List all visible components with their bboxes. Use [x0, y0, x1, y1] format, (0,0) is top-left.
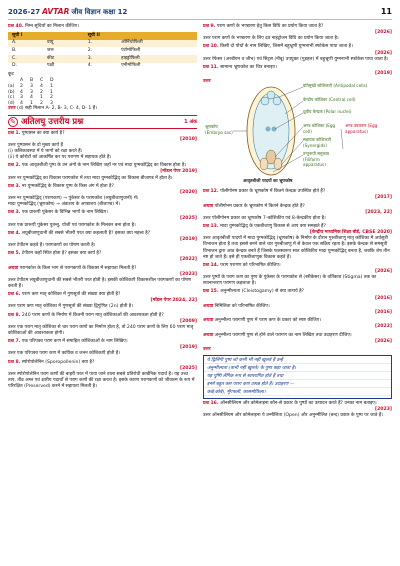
match-cell: हाइड्रोफिली	[117, 55, 197, 63]
year-tag: [2019]	[180, 345, 197, 351]
answer-line: उत्तर एक प्रारूपी पुंकेसर पुतन्तु, योजी एवं परागकोश के मिलकर बना होता है।	[8, 222, 136, 228]
year-tag: [2020]	[180, 189, 197, 195]
match-cell: एंटोमोफिली	[117, 47, 197, 55]
year-tag: [2009]	[180, 318, 197, 324]
question-item	[8, 292, 197, 310]
option-cell: 2	[50, 95, 53, 101]
year-tag: [2023]	[180, 271, 197, 277]
match-table	[8, 32, 197, 70]
question-item	[8, 360, 197, 390]
list-2-header: सूची II	[84, 32, 197, 39]
question-item	[203, 24, 392, 42]
option-cell: (a)	[8, 84, 15, 89]
question-text: पॉलीगोनम प्रकार के भ्रूणकोष में कितने केन्द्रक होते हैं?	[214, 203, 305, 209]
question-item	[8, 266, 197, 290]
question-text: पराग परागण को परिभाषित कीजिए।	[220, 262, 281, 268]
question-number: प्रश्न 13.	[203, 224, 219, 230]
figure-caption: आवृतबीजी पादपों का भ्रूणकोष	[243, 179, 293, 185]
question-number: प्रश्न 14.	[203, 262, 219, 268]
option-head: C	[40, 78, 44, 84]
handwritten-answer-label: उत्तर	[203, 346, 211, 352]
answer-line: मादा युग्मकोद्भिद् (भ्रूणकोष) → अंडाशय के अण्डाशय (बीजाण्ड) में।	[8, 202, 121, 208]
question-text: अनुन्मील्यता (Cleistogamy) से क्या तात्पर्य है?	[220, 289, 304, 295]
handwritten-line: अनुन्मील्यता (कभी नहीं खुलते) के पुष्प कहा जाता है।	[207, 366, 296, 372]
label-antipodal: प्रतिमुखी कोशिकाएँ (Antipodal cells)	[303, 83, 368, 89]
question-text: अनुन्मील्य परागणी पुष्प से होने वाले परागण का नाम लिखिए तथा उदाहरण दीजिए।	[214, 332, 352, 338]
question-text: मादा युग्मकोद्भिद् के एकबीजाणु विकास से आप क्या समझते हैं?	[220, 224, 326, 230]
answer-line: उत्तर पॉलीगोनम प्रकार का भ्रूणकोष 7-कोशिकीय एवं 8-केन्द्रकीय होता है।	[203, 215, 326, 221]
right-question-list-b	[203, 189, 392, 344]
answer-line: उत्तर टेपीटम लघुबीजाणुधानी की सबसे भीतरी परत होती है। इसकी कोशिकाएँ विकासशील परागकणों का पोषण करती हैं।	[8, 277, 192, 289]
question-number: प्रश्न 8.	[8, 312, 21, 318]
year-tag: [2026]	[375, 30, 392, 36]
year-tag: [2022]	[375, 324, 392, 330]
match-cell: जल	[43, 47, 84, 55]
handwritten-answer	[203, 355, 392, 399]
answer-line: (i) कलिकावस्था में ये भागों को रक्षा करते हैं।	[8, 148, 83, 154]
page-number: 11	[380, 7, 392, 17]
question-text: एक आवृतबीजी पुष्प के उन अंगों के नाम लिखिए जहाँ नर एवं मादा युग्मकोद्भिद् का विकास होता है।	[21, 163, 187, 169]
question-number: अथवा	[8, 265, 19, 271]
answer-line: उत्तर नर युग्मकोद्भिद् (परागकण) → पुंकेसर के परागकोश (लघुबीजाणुधानी) में।	[8, 195, 139, 201]
question-number: प्रश्न 15.	[203, 289, 219, 295]
year-tag: [2016]	[375, 309, 392, 315]
option-cell: 4	[20, 89, 23, 95]
option-cell: 1	[50, 89, 53, 95]
embryo-sac-figure: उत्तर प्रतिमुखी कोशिकाएँ (Antipodal cells) केन्द्रीय कोशिका (Central cell) ध्रुवीय केन्द्रक (Polar nuclei) अण्ड कोशिका (Egg cell) सहायक कोशिकाएँ (Synergids) तन्तुरूपी समुच्चय (Filiform apparatus) भ्रूणकोष (Embryo sac) अण्ड उपकरण (Egg apparatus) आवृतबीजी पादपों का भ्रूणकोष	[203, 79, 392, 189]
question-number: प्रश्न 4.	[8, 230, 21, 236]
answer-line: उत्तर नर युग्मकोद्भिद् का विकास परागकोश में तथा मादा युग्मकोद्भिद् का विकास बीजाण्ड में होता है।	[8, 175, 173, 181]
options-grid	[8, 78, 197, 106]
question-number: प्रश्न 3.	[8, 183, 21, 189]
answer-line: उत्तर एक परिपक्व पराग कण में कायिक व जनन कोशिकाएँ होती हैं।	[8, 351, 120, 357]
label-central-cell: केन्द्रीय कोशिका (Central cell)	[303, 97, 356, 103]
right-column	[203, 24, 392, 422]
match-cell: पक्षी	[43, 63, 84, 71]
question-item	[203, 304, 392, 316]
question-item	[203, 333, 392, 345]
question-item	[8, 251, 197, 263]
question-number: प्रश्न 11.	[203, 64, 219, 70]
year-tag: [2023]	[375, 407, 392, 413]
question-text: किसी दो पौधों के नाम लिखिए, जिसमें बहुभ्रूणी युग्मनाभी स्फोकेस पाया जाता है।	[220, 44, 353, 50]
question-text: पराग कण मातृ कोशिका में गुणसूत्रों की संख्या क्या होती है?	[21, 292, 121, 298]
label-embryo-sac: भ्रूणकोष (Embryo sac)	[205, 124, 233, 135]
question-text: पराग कणों के भण्डारण हेतु किस विधि का प्रयोग किया जाता है?	[216, 24, 324, 29]
answer-40: उत्तर (d) सही मिलान A- 2, B- 3, C- 4, D- 1 हैं।	[8, 106, 97, 112]
question-text: टेपीटम कहाँ स्थित होता है? इसका क्या कार्य है?	[21, 251, 102, 257]
question-item	[203, 204, 392, 222]
question-text: लघुबीजाणुधानी की सबसे भीतरी परत क्या कहलाती है? इसका क्या महत्त्व है?	[21, 230, 151, 236]
question-text: 240 पराग कणों के निर्माण में कितनी पराग मातृ कोशिकाओं की आवश्यकता होती है?	[21, 312, 164, 318]
question-text: एक परिपक्व पराग कण में समाहित कोशिकाओं के नाम लिखिए।	[21, 339, 128, 345]
question-40: प्रश्न 40. निम्न सूचियों का मिलान कीजिए।	[8, 24, 79, 29]
option-cell: 1	[50, 84, 53, 89]
answer-line: उत्तर पराग कण मातृ कोशिका में गुणसूत्रों की संख्या द्विगुणित (2n) होती है।	[8, 304, 133, 310]
match-cell: B.	[8, 47, 43, 55]
question-number: प्रश्न 5.	[8, 251, 21, 257]
question-item	[203, 289, 392, 301]
year-tag: [केन्द्रीय माध्यमिक शिक्षा बोर्ड, CBSE 2020]	[309, 230, 392, 236]
question-item	[8, 231, 197, 249]
option-cell: 2	[40, 89, 43, 95]
question-number: अथवा	[203, 303, 214, 309]
answer-line: उत्तर ऑनसीलियम और कोमेलाइना ये उन्मीलिता (Open) और अनुन्मीलित (बन्द) प्रकार के पुष्प पर जाते हैं।	[203, 413, 383, 419]
option-cell: 3	[30, 84, 33, 89]
right-question-list-a	[203, 24, 392, 77]
year-tag: [मॉडल पेपर 2019]	[160, 169, 197, 175]
question-number: अथवा	[203, 203, 214, 209]
brand-logo: AVTAR	[42, 7, 70, 17]
year-tag: [2025]	[180, 365, 197, 371]
section-heading: ✎ अतिलघु उत्तरीय प्रश्न 1 अंक	[8, 115, 197, 129]
option-cell: (c)	[8, 95, 15, 101]
handwritten-line: ये द्विलिंगी पुष्प जो कभी भी नहीं खुलते हैं उन्हें	[207, 358, 283, 364]
option-cell: (b)	[8, 89, 15, 95]
year-tag: [2017]	[375, 195, 392, 201]
year-tag: [मॉडल पेपर 2024, 22]	[150, 298, 197, 304]
question-number: प्रश्न 12.	[203, 189, 219, 195]
question-item	[203, 263, 392, 287]
question-item	[203, 65, 392, 77]
question-item	[203, 318, 392, 330]
label-polar-nuclei: ध्रुवीय केन्द्रक (Polar nuclei)	[303, 109, 352, 115]
label-synergids: सहायक कोशिकाएँ (Synergids)	[303, 137, 331, 148]
option-cell: 2	[40, 100, 43, 106]
match-row	[8, 63, 197, 71]
question-item	[8, 339, 197, 357]
match-cell: वायु	[43, 40, 84, 48]
question-text: ऑनसीलियम और कोमेलाइना कौन-से प्रकार के पुष्पों का उत्पादन करते हैं? उनका नाम बताइए।	[220, 401, 377, 407]
handwritten-line: इनमें बहुत कम पराग कण उत्पन्न होते हैं। उदाहरण —	[207, 382, 295, 388]
match-cell: 3.	[84, 55, 117, 63]
label-egg-cell: अण्ड कोशिका (Egg cell)	[303, 123, 336, 134]
question-item	[203, 189, 392, 201]
match-row	[8, 55, 197, 63]
question-number: प्रश्न 7.	[8, 339, 21, 345]
year-tag: [2022]	[180, 257, 197, 263]
header-year: 2026-27	[8, 8, 41, 17]
answer-line: उत्तर पुष्पासन के दो मुख्य कार्य हैं	[8, 142, 63, 148]
question-number: प्रश्न 6.	[8, 292, 21, 298]
left-question-list	[8, 131, 197, 391]
match-cell: 4.	[84, 63, 117, 71]
question-item	[8, 313, 197, 337]
option-cell: 3	[20, 95, 23, 101]
label-egg-apparatus: अण्ड उपकरण (Egg apparatus)	[345, 123, 378, 134]
question-number: प्रश्न 3.	[8, 210, 21, 216]
question-number: प्रश्न 10.	[203, 44, 219, 50]
option-cell: 2	[20, 84, 23, 89]
option-cell: 1	[30, 100, 33, 106]
question-item	[8, 131, 197, 161]
handwritten-line: यह पुष्पि लैंगिक रूप से स्वपरागित होते हैं तथा	[207, 374, 284, 380]
year-tag: [2026]	[375, 50, 392, 56]
question-text: निमिलिता को परिभाषित कीजिए।	[214, 303, 270, 309]
question-number: प्रश्न 1.	[8, 130, 21, 136]
match-cell: 2.	[84, 47, 117, 55]
match-cell: एनीमोफिली	[117, 63, 197, 71]
question-text: पॉलीगोनम प्रकार के भ्रूणकोष में कितने केन्द्रक उपस्थित होते हैं?	[220, 189, 326, 195]
match-cell: C.	[8, 55, 43, 63]
option-cell: 1	[40, 95, 43, 101]
answer-line: उत्तर एक पराग मातृ कोशिका से चार पराग कणों का निर्माण होता है, तो 240 पराग कणों के लिए 60 पराग मातृ कोशिकाओं की आवश्यकता होगी।	[8, 324, 194, 336]
answer-line: उत्तर पराग कणों के भण्डारण के लिए द्रव नाइट्रोजन विधि का प्रयोग किया जाता है।	[203, 36, 339, 42]
question-number: प्रश्न 16.	[203, 401, 219, 407]
list-1-header: सूची I	[8, 32, 84, 39]
lightbulb-icon: ✎	[8, 117, 18, 127]
answer-line: उत्तर रेफेसर (अरबीयन व जीभ) एवं सिट्रस (नीबू) उपयुक्त (गुड़हल) में बहुभ्रूणी युग्मनाभी स्फोकेस पाया जाता है।	[203, 56, 389, 62]
code-label: कूट	[8, 72, 14, 78]
year-tag: [2019]	[375, 71, 392, 77]
match-cell: D.	[8, 63, 43, 71]
question-text: पुष्पासन का क्या कार्य है?	[21, 130, 65, 136]
question-item	[203, 44, 392, 62]
year-tag: [2025]	[180, 216, 197, 222]
question-text: परागकोश के किस भाग से परागकणों के विकास में सहायता मिलती है?	[19, 265, 137, 271]
question-text: एक प्रारूपी पुंकेसर के विभिन्न भागों के नाम लिखिए।	[21, 210, 108, 216]
answer-line: उत्तर पुष्पों के पराग कण का पुष्प के पुंकेसर के परागकोश से (स्त्रीकेसर) के वर्तिकाग्र (Stigma) तक का स्थानान्तरण परागण कहलाता है।	[203, 275, 377, 287]
question-item	[203, 224, 392, 261]
year-tag: [2026]	[375, 338, 392, 344]
question-number: प्रश्न 2.	[8, 163, 21, 169]
question-text: स्पोरोपोलेनिन (Sporopollenin) क्या है?	[21, 359, 95, 365]
option-cell: 4	[30, 95, 33, 101]
header-subject: जीव विज्ञान कक्षा 12	[71, 8, 128, 17]
question-text: नर युग्मकोद्भिद् के विकास पुष्प के किस अंग में होता है?	[21, 183, 114, 189]
option-cell: 3	[50, 100, 53, 106]
answer-line: उत्तर स्पोरोपोलेनिन पराग कणों की बाहरी परत में पाया जाने वाला सबसे प्रतिरोधी कार्बनिक पदार्थ है। यह उच्च ताप, तीव्र अम्ल एवं क्षारीय पदार्थों से पराग कणों की रक्षा करता है। इसके कारण परागकणों को जीवाश्म के रूप में परिरक्षित (Preserved) करने में सहायता मिलती है।	[8, 371, 195, 390]
option-head: B	[30, 78, 34, 84]
option-cell: 4	[20, 100, 23, 106]
question-item	[203, 401, 392, 419]
page-header	[8, 6, 392, 20]
year-tag: [2019]	[180, 236, 197, 242]
right-question-list-c	[203, 401, 392, 419]
match-cell: ऑर्निथोफिली	[117, 40, 197, 48]
option-head: A	[20, 78, 24, 84]
match-row	[8, 47, 197, 55]
left-column	[8, 24, 197, 422]
question-text: अनुन्मील्य परागणी पुष्प में पराग कण के प्रकार को स्पष्ट कीजिए।	[214, 318, 321, 324]
question-item	[8, 184, 197, 208]
option-cell: 4	[40, 84, 43, 89]
match-cell: 1.	[84, 40, 117, 48]
year-tag: [2010]	[180, 136, 197, 142]
match-row	[8, 40, 197, 48]
handwritten-line: कंवे(कोबे), मूँगफली, कासमोफ़िला।	[207, 390, 266, 396]
answer-line: उत्तर टेपीटम कहते हैं। परागकणों का पोषण करती है।	[8, 243, 96, 248]
answer-line: (ii) ये कोरोटों को आकर्षित कर पर परागण में सहायक होते हैं।	[8, 155, 112, 161]
label-filiform: तन्तुरूपी समुच्चय (Filiform apparatus)	[303, 151, 330, 168]
question-number: प्रश्न 9.	[203, 24, 216, 29]
year-tag: [2023, 22]	[365, 209, 392, 215]
question-number: अथवा	[203, 318, 214, 324]
match-cell: कीट	[43, 55, 84, 63]
question-text: सामान्य भ्रूणकोश का चित्र बनाइए।	[220, 64, 277, 70]
answer-line: उत्तर आवृतबीजी पादपों में मादा युग्मकोद्भिद् (भ्रूणकोष) के निर्माण के दौरान गुरुबीजाणु मातृ कोशिका में अर्धसूत्री विभाजन होता है तथा इससे बनने वाले चार गुरुबीजाणु में से केवल एक सक्रिय रहता है। इसके केन्द्रक से समसूत्री विभाजन द्वारा आठ केन्द्रक बनते हैं जिसके फलस्वरूप सात कोशिकीय मादा युग्मकोद्भिद् बनता है, जबकि शेष तीन नष्ट हो जाते हैं। इसे ही एकबीजाणुक विकास कहते हैं।	[203, 236, 390, 260]
year-tag: [2016]	[375, 295, 392, 301]
question-item	[8, 163, 197, 181]
question-number: अथवा	[203, 332, 214, 338]
option-cell: (d)	[8, 100, 15, 106]
option-cell: 3	[30, 89, 33, 95]
option-head: D	[50, 78, 54, 84]
match-cell: A.	[8, 40, 43, 48]
year-tag: [2026]	[375, 269, 392, 274]
question-item	[8, 210, 197, 228]
question-number: प्रश्न 8.	[8, 359, 21, 365]
